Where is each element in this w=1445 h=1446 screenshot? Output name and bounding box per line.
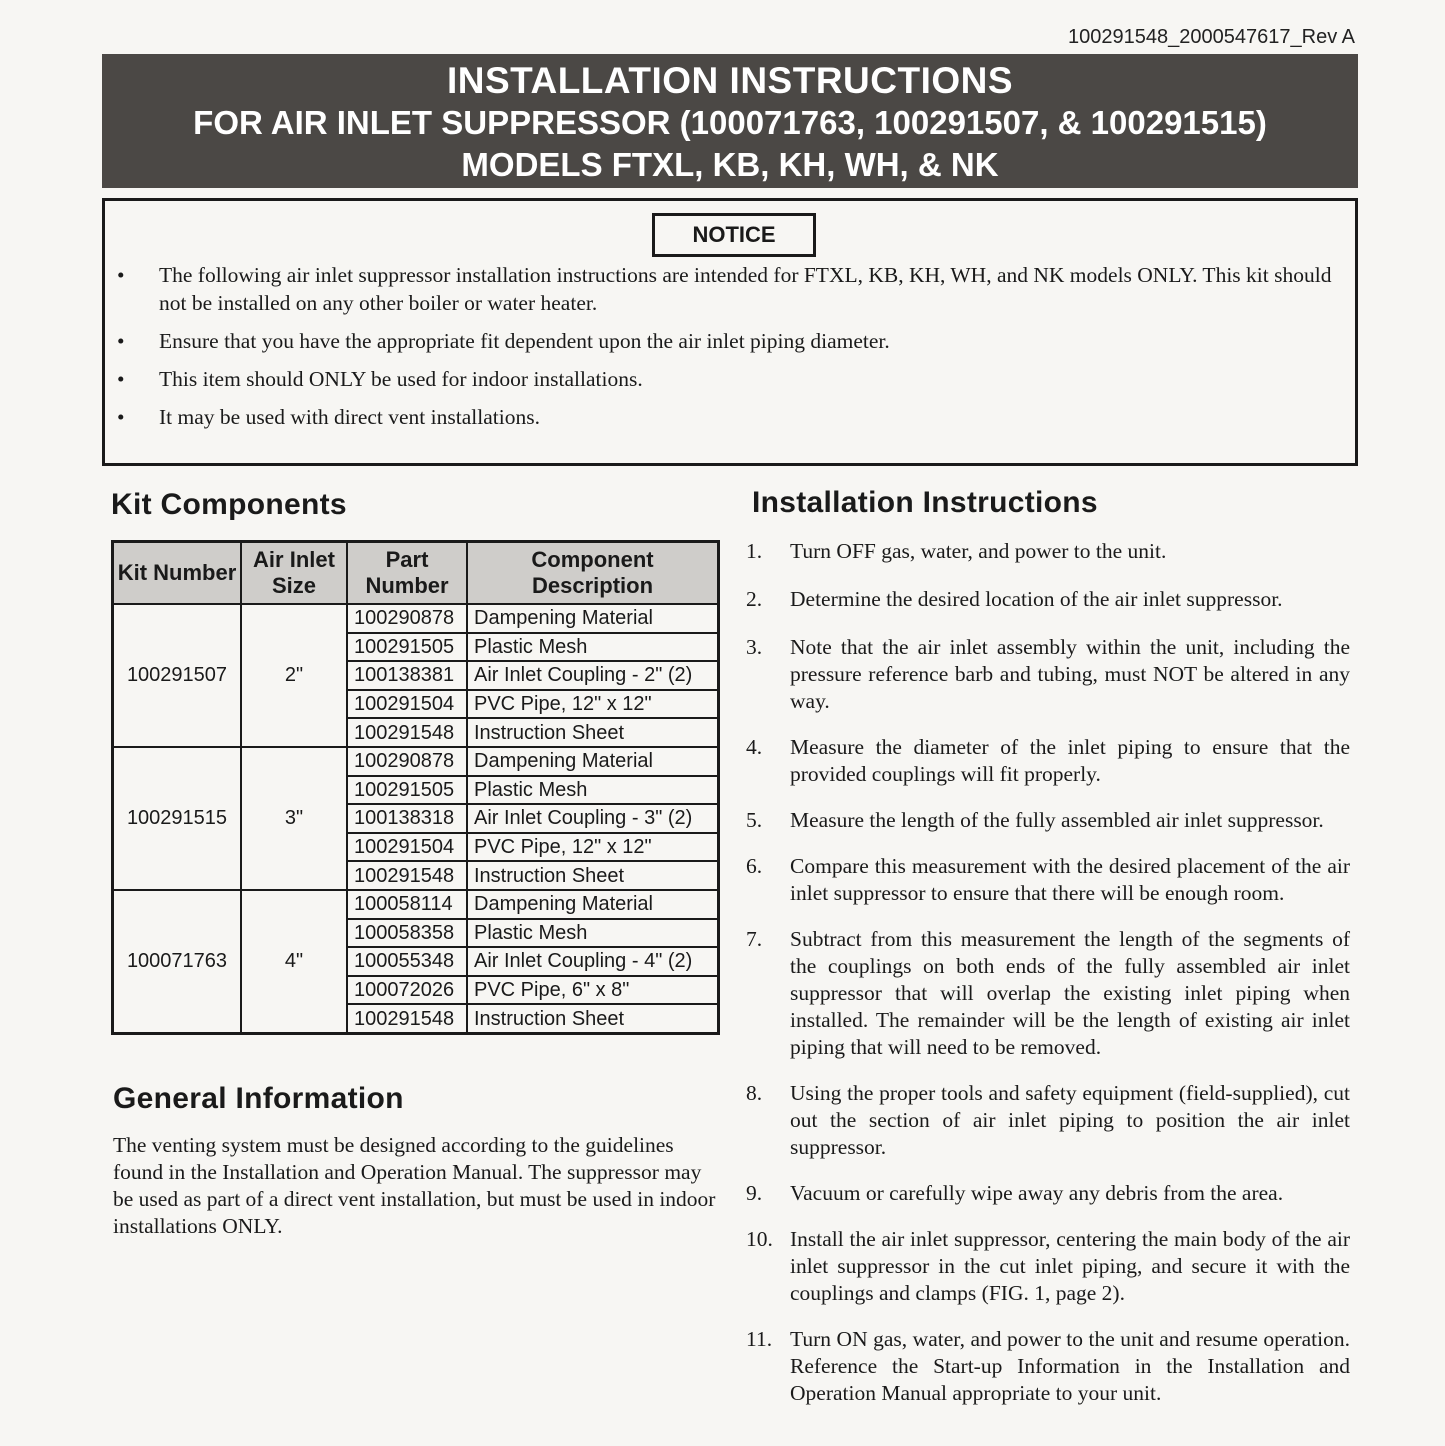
column-header: Component Description — [467, 542, 719, 605]
step-text: Install the air inlet suppressor, centering the main body of the air inlet suppressor in the cut inlet piping, and secure it with the couplings and clamps (FIG. 1, page 2). — [790, 1227, 1350, 1305]
notice-item-text: This item should ONLY be used for indoor installations. — [159, 367, 643, 391]
description-cell: Air Inlet Coupling - 3" (2) — [467, 804, 719, 833]
part-number-cell: 100291505 — [347, 633, 467, 662]
bullet-icon: • — [117, 263, 125, 287]
step-number: 4. — [746, 735, 763, 759]
notice-item-text: It may be used with direct vent installations. — [159, 405, 540, 429]
step-number: 11. — [746, 1327, 773, 1351]
part-number-cell: 100058114 — [347, 890, 467, 919]
kit-components-table — [111, 540, 720, 1035]
notice-item-text: The following air inlet suppressor installation instructions are intended for FTXL, KB, KH, WH, and NK models ONLY. This kit should not be installed on any other boiler or water heater. — [159, 263, 1332, 315]
size-cell: 2" — [241, 604, 347, 747]
table-header-row — [113, 542, 719, 605]
part-number-cell: 100290878 — [347, 604, 467, 633]
installation-steps — [746, 538, 1350, 1407]
step-number: 9. — [746, 1181, 763, 1205]
part-number-cell: 100072026 — [347, 976, 467, 1005]
step-number: 5. — [746, 808, 763, 832]
banner-subtitle: FOR AIR INLET SUPPRESSOR (100071763, 100291507, & 100291515) — [193, 104, 1267, 141]
part-number-cell: 100291548 — [347, 1004, 467, 1033]
notice-item-text: Ensure that you have the appropriate fit dependent upon the air inlet piping diameter. — [159, 329, 890, 353]
part-number-cell: 100290878 — [347, 747, 467, 776]
step-item — [746, 1226, 1350, 1307]
column-header: Kit Number — [113, 542, 242, 605]
part-number-cell: 100291504 — [347, 833, 467, 862]
description-cell: Dampening Material — [467, 890, 719, 919]
table-row — [113, 747, 719, 776]
kit-number-cell: 100291515 — [113, 747, 242, 890]
part-number-cell: 100291548 — [347, 861, 467, 890]
general-information-heading: General Information — [113, 1082, 404, 1115]
part-number-cell: 100291505 — [347, 776, 467, 805]
step-number: 1. — [746, 539, 763, 563]
kit-number-cell: 100071763 — [113, 890, 242, 1033]
description-cell: Plastic Mesh — [467, 633, 719, 662]
size-cell: 4" — [241, 890, 347, 1033]
description-cell: Dampening Material — [467, 604, 719, 633]
kit-number-cell: 100291507 — [113, 604, 242, 747]
step-text: Turn ON gas, water, and power to the unit and resume operation. Reference the Start-up Information in the Installation and Operation Manual appropriate to your unit. — [790, 1327, 1350, 1405]
step-text: Compare this measurement with the desired placement of the air inlet suppressor to ensure that there will be enough room. — [790, 854, 1350, 905]
step-number: 2. — [746, 587, 763, 611]
kit-components-heading: Kit Components — [111, 488, 347, 521]
part-number-cell: 100138318 — [347, 804, 467, 833]
notice-item — [115, 327, 1351, 355]
step-item — [746, 734, 1350, 788]
description-cell: Air Inlet Coupling - 4" (2) — [467, 947, 719, 976]
notice-box — [102, 198, 1358, 466]
installation-instructions-heading: Installation Instructions — [752, 486, 1098, 519]
size-cell: 3" — [241, 747, 347, 890]
banner-title: INSTALLATION INSTRUCTIONS — [446, 60, 1014, 101]
step-number: 8. — [746, 1081, 763, 1105]
step-text: Subtract from this measurement the length of the segments of the couplings on both ends of the fully assembled air inlet suppressor that will overlap the existing inlet piping when installed. The remainder will be the length of existing air inlet piping that will need to be removed. — [790, 927, 1350, 1059]
step-text: Vacuum or carefully wipe away any debris from the area. — [790, 1181, 1284, 1205]
step-number: 10. — [746, 1227, 773, 1251]
description-cell: Instruction Sheet — [467, 861, 719, 890]
notice-item — [115, 365, 1351, 393]
step-text: Turn OFF gas, water, and power to the unit. — [790, 539, 1167, 563]
step-number: 3. — [746, 635, 763, 659]
bullet-icon: • — [117, 329, 125, 353]
step-item — [746, 1080, 1350, 1161]
step-item — [746, 1180, 1350, 1207]
part-number-cell: 100055348 — [347, 947, 467, 976]
general-information-text: The venting system must be designed according to the guidelines found in the Installation and Operation Manual. The suppressor may be used as part of a direct vent installation, but must be used in indoor installations ONLY. — [113, 1133, 716, 1238]
step-number: 7. — [746, 927, 763, 951]
document-id: 100291548_2000547617_Rev A — [1068, 26, 1355, 48]
step-item — [746, 926, 1350, 1061]
title-banner — [102, 54, 1358, 188]
table-row — [113, 890, 719, 919]
step-item — [746, 807, 1350, 834]
bullet-icon: • — [117, 367, 125, 391]
step-text: Measure the length of the fully assembled air inlet suppressor. — [790, 808, 1324, 832]
step-number: 6. — [746, 854, 763, 878]
banner-models: MODELS FTXL, KB, KH, WH, & NK — [461, 146, 999, 183]
notice-item — [115, 261, 1351, 317]
step-text: Determine the desired location of the air inlet suppressor. — [790, 587, 1283, 611]
part-number-cell: 100138381 — [347, 661, 467, 690]
description-cell: PVC Pipe, 12" x 12" — [467, 690, 719, 719]
step-text: Measure the diameter of the inlet piping to ensure that the provided couplings will fit properly. — [790, 735, 1350, 786]
description-cell: Plastic Mesh — [467, 776, 719, 805]
description-cell: PVC Pipe, 12" x 12" — [467, 833, 719, 862]
description-cell: PVC Pipe, 6" x 8" — [467, 976, 719, 1005]
step-text: Note that the air inlet assembly within the unit, including the pressure reference barb and tubing, must NOT be altered in any way. — [790, 635, 1350, 713]
step-item — [746, 1326, 1350, 1407]
column-header: Air Inlet Size — [241, 542, 347, 605]
description-cell: Instruction Sheet — [467, 1004, 719, 1033]
bullet-icon: • — [117, 405, 125, 429]
step-item — [746, 634, 1350, 715]
description-cell: Dampening Material — [467, 747, 719, 776]
step-item — [746, 586, 1350, 613]
description-cell: Plastic Mesh — [467, 919, 719, 948]
notice-label: NOTICE — [652, 213, 816, 257]
step-text: Using the proper tools and safety equipment (field-supplied), cut out the section of air inlet piping to position the air inlet suppressor. — [790, 1081, 1350, 1159]
step-item — [746, 538, 1350, 565]
part-number-cell: 100291504 — [347, 690, 467, 719]
description-cell: Instruction Sheet — [467, 718, 719, 747]
notice-list — [115, 261, 1351, 441]
step-item — [746, 853, 1350, 907]
column-header: Part Number — [347, 542, 467, 605]
part-number-cell: 100058358 — [347, 919, 467, 948]
table-row — [113, 604, 719, 633]
description-cell: Air Inlet Coupling - 2" (2) — [467, 661, 719, 690]
part-number-cell: 100291548 — [347, 718, 467, 747]
notice-item — [115, 403, 1351, 431]
